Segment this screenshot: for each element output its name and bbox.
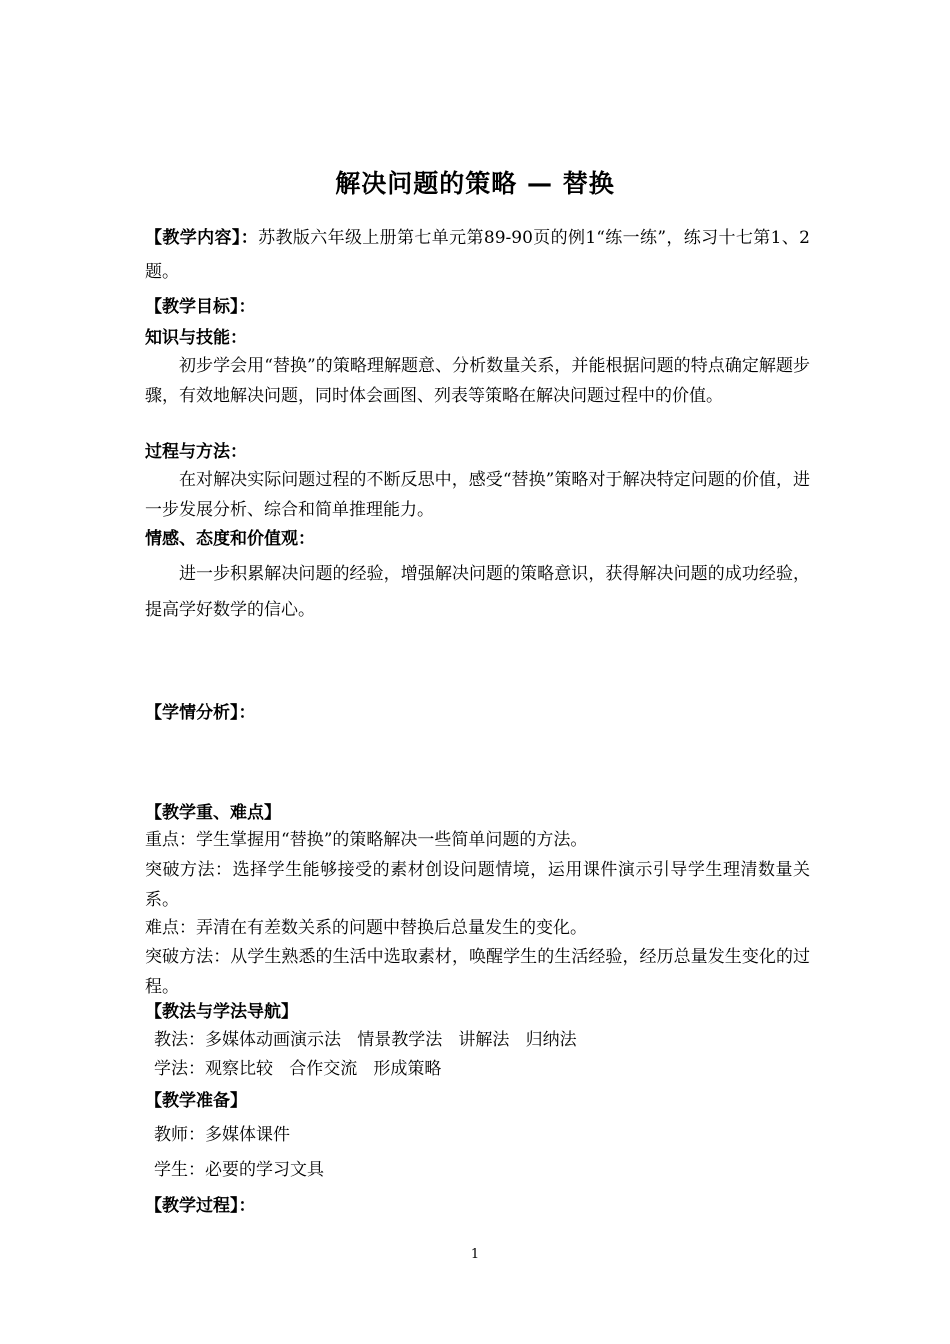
teaching-method-line: 教法：多媒体动画演示法 情景教学法 讲解法 归纳法 xyxy=(154,1030,577,1050)
emotion-attitude-heading: 情感、态度和价值观： xyxy=(145,529,315,549)
knowledge-skills-heading: 知识与技能： xyxy=(145,328,247,348)
teaching-content-text: 苏教版六年级上册第七单元第89-90页的例1“练一练”，练习十七第1、2题。 xyxy=(145,228,811,282)
emotion-attitude-text: 进一步积累解决问题的经验，增强解决问题的策略意识，获得解决问题的成功经验，提高学好数学的信心。 xyxy=(145,564,810,620)
key-point-focus: 重点：学生掌握用“替换”的策略解决一些简单问题的方法。 xyxy=(145,830,588,850)
process-methods-text: 在对解决实际问题过程的不断反思中，感受“替换”策略对于解决特定问题的价值，进一步发展分析、综合和简单推理能力。 xyxy=(145,470,810,520)
preparation-teacher: 教师：多媒体课件 xyxy=(154,1125,290,1145)
learning-method-line: 学法：观察比较 合作交流 形成策略 xyxy=(154,1059,442,1079)
key-point-difficulty-method: 突破方法：从学生熟悉的生活中选取素材，唤醒学生的生活经验，经历总量发生变化的过程。 xyxy=(145,947,810,997)
document-title: 解决问题的策略 — 替换 xyxy=(335,169,615,198)
knowledge-skills-text: 初步学会用“替换”的策略理解题意、分析数量关系，并能根据问题的特点确定解题步骤，有效地解决问题，同时体会画图、列表等策略在解决问题过程中的价值。 xyxy=(145,356,810,406)
preparation-heading: 【教学准备】 xyxy=(145,1091,247,1111)
preparation-student: 学生：必要的学习文具 xyxy=(154,1160,324,1180)
teaching-content xyxy=(145,221,810,289)
procedure-heading: 【教学过程】： xyxy=(145,1196,256,1216)
teaching-content-label: 【教学内容】： xyxy=(145,228,259,248)
key-point-focus-method: 突破方法：选择学生能够接受的素材创设问题情境，运用课件演示引导学生理清数量关系。 xyxy=(145,860,810,910)
methods-heading: 【教法与学法导航】 xyxy=(145,1002,298,1022)
key-points-heading: 【教学重、难点】 xyxy=(145,803,281,823)
page-number: 1 xyxy=(470,1247,480,1262)
objectives-heading: 【教学目标】： xyxy=(145,297,256,317)
student-analysis-heading: 【学情分析】： xyxy=(145,703,256,723)
key-point-difficulty: 难点：弄清在有差数关系的问题中替换后总量发生的变化。 xyxy=(145,918,587,938)
process-methods-heading: 过程与方法： xyxy=(145,442,247,462)
